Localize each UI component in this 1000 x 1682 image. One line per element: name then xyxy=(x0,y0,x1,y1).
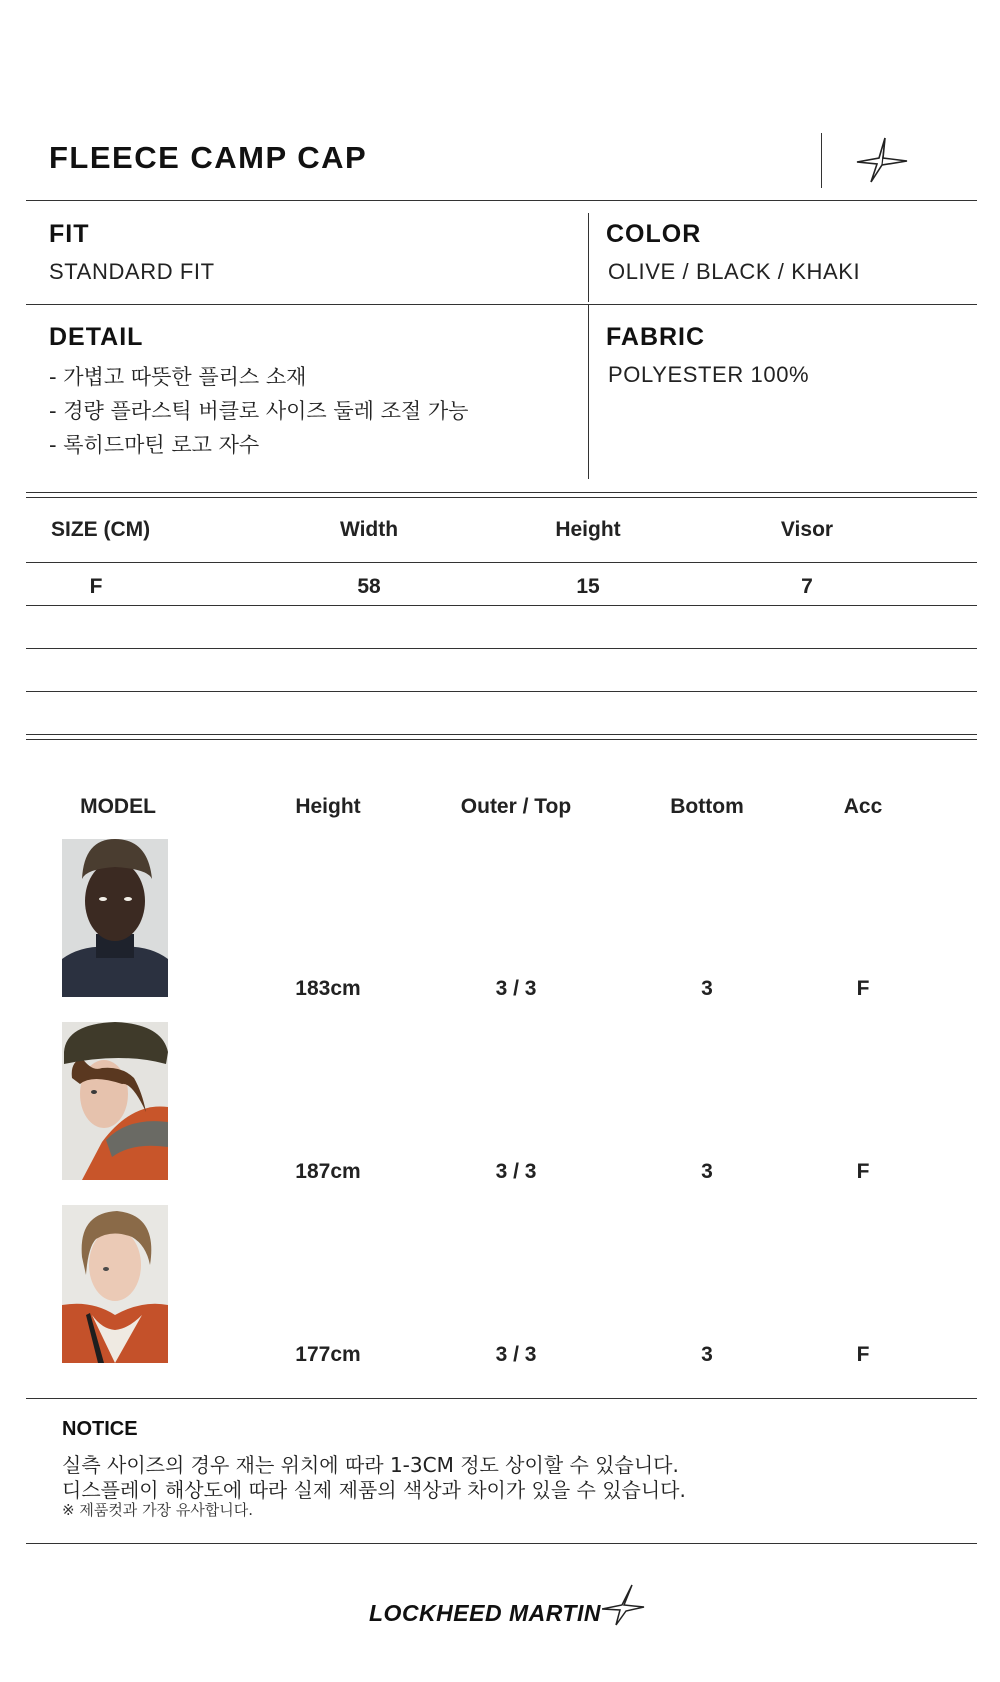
model-bottom: 3 xyxy=(701,1343,713,1366)
bottom-header: Bottom xyxy=(670,795,744,818)
header-rule xyxy=(26,200,977,201)
model-height: 187cm xyxy=(295,1160,361,1183)
model-acc: F xyxy=(856,1160,870,1183)
color-label: COLOR xyxy=(606,220,702,248)
model-bottom: 3 xyxy=(701,977,713,1000)
height-header: Height xyxy=(555,518,621,541)
double-rule-bottom xyxy=(26,497,977,498)
column-divider xyxy=(588,305,589,479)
double-rule-top xyxy=(26,492,977,493)
detail-item: - 경량 플라스틱 버클로 사이즈 둘레 조절 가능 xyxy=(49,399,469,423)
model-photo xyxy=(62,839,168,997)
model-acc: F xyxy=(856,977,870,1000)
model-outer-top: 3 / 3 xyxy=(495,977,537,1000)
page-title: FLEECE CAMP CAP xyxy=(49,140,368,175)
detail-item: - 가볍고 따뜻한 플리스 소재 xyxy=(49,365,307,389)
double-rule-bottom xyxy=(26,739,977,740)
fit-value: STANDARD FIT xyxy=(49,259,215,284)
detail-list xyxy=(49,360,468,462)
model-height: 177cm xyxy=(295,1343,361,1366)
notice-small-text: ※ 제품컷과 가장 유사합니다. xyxy=(62,1501,254,1519)
fit-label: FIT xyxy=(49,220,90,248)
notice-rule-bottom xyxy=(26,1543,977,1544)
model-outer-top: 3 / 3 xyxy=(495,1343,537,1366)
model-bottom: 3 xyxy=(701,1160,713,1183)
fabric-label: FABRIC xyxy=(606,323,706,351)
table-rule xyxy=(26,605,977,606)
visor-cell: 7 xyxy=(801,575,813,598)
outer-top-header: Outer / Top xyxy=(460,795,572,818)
model-acc: F xyxy=(856,1343,870,1366)
notice-rule-top xyxy=(26,1398,977,1399)
fabric-value: POLYESTER 100% xyxy=(608,362,810,387)
notice-title: NOTICE xyxy=(62,1418,138,1440)
height-cell: 15 xyxy=(576,575,600,598)
column-divider xyxy=(588,213,589,302)
double-rule-top xyxy=(26,734,977,735)
header-divider xyxy=(821,133,822,188)
width-cell: 58 xyxy=(357,575,381,598)
table-rule xyxy=(26,648,977,649)
model-outer-top: 3 / 3 xyxy=(495,1160,537,1183)
visor-header: Visor xyxy=(780,518,834,541)
table-rule xyxy=(26,691,977,692)
detail-label: DETAIL xyxy=(49,323,144,351)
star-logo-icon xyxy=(855,136,910,189)
width-header: Width xyxy=(339,518,399,541)
model-header: MODEL xyxy=(80,795,156,818)
model-height: 183cm xyxy=(295,977,361,1000)
model-height-header: Height xyxy=(295,795,361,818)
notice-line: 실측 사이즈의 경우 재는 위치에 따라 1-3CM 정도 상이할 수 있습니다. xyxy=(62,1453,679,1477)
table-rule xyxy=(26,562,977,563)
color-value: OLIVE / BLACK / KHAKI xyxy=(608,259,861,284)
model-photo xyxy=(62,1022,168,1180)
brand-wordmark: LOCKHEED MARTIN xyxy=(369,1600,601,1626)
size-cell: F xyxy=(89,575,103,598)
section-rule xyxy=(26,304,977,305)
acc-header: Acc xyxy=(843,795,883,818)
detail-item: - 록히드마틴 로고 자수 xyxy=(49,433,260,457)
model-photo xyxy=(62,1205,168,1363)
size-header: SIZE (CM) xyxy=(51,518,151,541)
notice-line: 디스플레이 해상도에 따라 실제 제품의 색상과 차이가 있을 수 있습니다. xyxy=(62,1478,686,1502)
star-logo-icon xyxy=(602,1583,646,1632)
